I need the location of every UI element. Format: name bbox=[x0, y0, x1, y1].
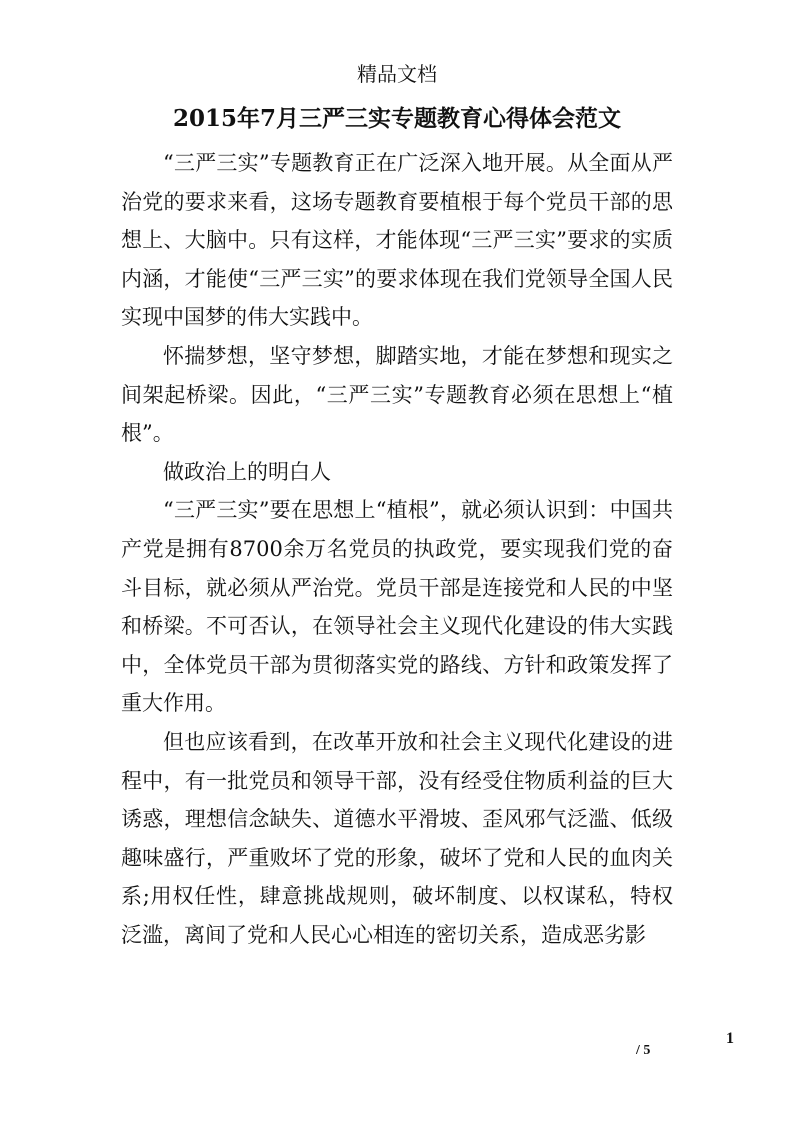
paragraph: 但也应该看到，在改革开放和社会主义现代化建设的进程中，有一批党员和领导干部，没有经受住物质利益的巨大诱惑，理想信念缺失、道德水平滑坡、歪风邪气泛滥、低级趣味盛行，严重败坏了党的形象，破坏了党和人民的血肉关系;用权任性，肆意挑战规则，破坏制度、以权谋私，特权泛滥，离间了党和人民心心相连的密切关系，造成恶劣影 bbox=[121, 729, 673, 947]
paragraph: 怀揣梦想，坚守梦想，脚踏实地，才能在梦想和现实之间架起桥梁。因此，“三严三实”专题教育必须在思想上“植根”。 bbox=[121, 343, 673, 446]
page-header: 精品文档 bbox=[357, 62, 437, 86]
document-title: 2015年7月三严三实专题教育心得体会范文 bbox=[172, 105, 622, 132]
document-body bbox=[121, 144, 673, 954]
paragraph: “三严三实”要在思想上“植根”，就必须认识到：中国共产党是拥有8700余万名党员的执政党，要实现我们党的奋斗目标，就必须从严治党。党员干部是连接党和人民的中坚和桥梁。不可否认，在领导社会主义现代化建设的伟大实践中，全体党员干部为贯彻落实党的路线、方针和政策发挥了重大作用。 bbox=[121, 498, 673, 716]
paragraph: “三严三实”专题教育正在广泛深入地开展。从全面从严治党的要求来看，这场专题教育要植根于每个党员干部的思想上、大脑中。只有这样，才能体现“三严三实”要求的实质内涵，才能使“三严三实”的要求体现在我们党领导全国人民实现中国梦的伟大实践中。 bbox=[121, 151, 673, 330]
page-number: 1 bbox=[726, 1030, 734, 1047]
page-total: / 5 bbox=[636, 1043, 651, 1058]
section-heading: 做政治上的明白人 bbox=[163, 459, 331, 484]
